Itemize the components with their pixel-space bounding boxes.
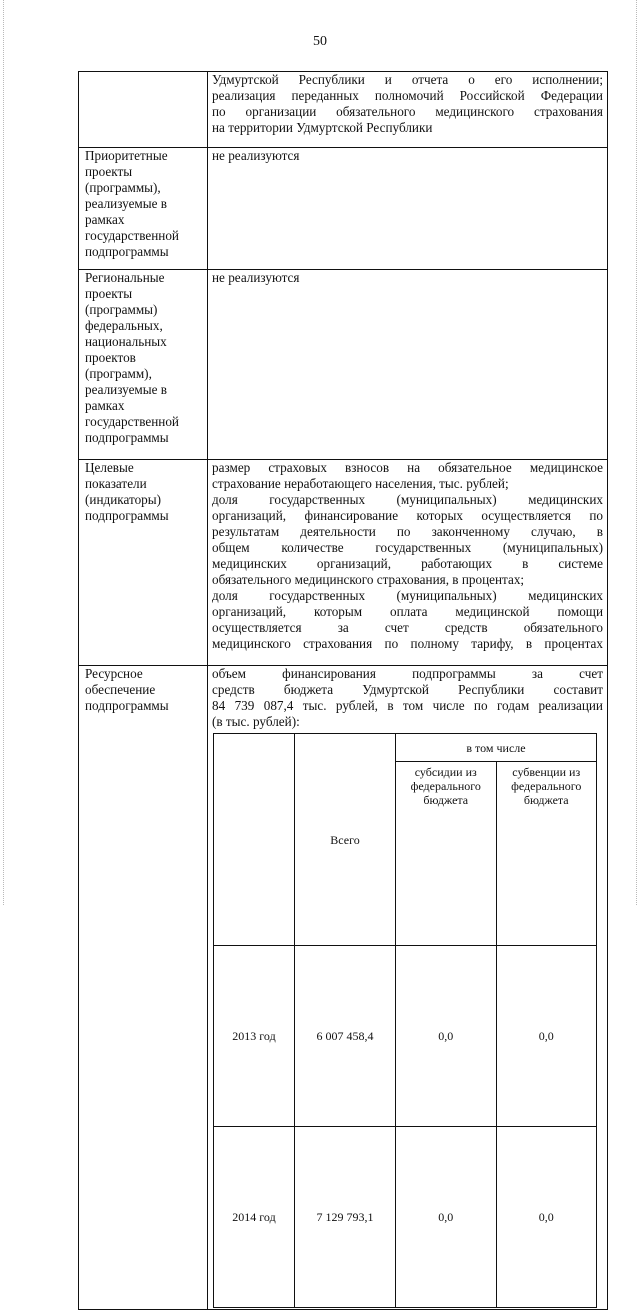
label-line: (программы),	[85, 180, 161, 195]
label-line: подпрограммы	[85, 430, 169, 445]
label-line: проектов	[85, 350, 136, 365]
label-line: подпрограммы	[85, 698, 169, 713]
label-line: рамках	[85, 212, 125, 227]
row-content	[208, 460, 608, 666]
funding-row	[214, 1127, 597, 1308]
header-subsidies: субсидии из федерального бюджета	[396, 762, 497, 946]
funding-by-year-table	[213, 733, 597, 1308]
text-line: обязательного медицинского страхования, в процентах;	[212, 572, 525, 587]
table-row	[79, 270, 608, 460]
total-cell: 6 007 458,4	[295, 946, 396, 1127]
row-label	[79, 72, 208, 148]
row-label	[79, 666, 208, 1310]
text-line: медицинских организаций, работающих в системе	[212, 556, 603, 571]
year-cell: 2013 год	[214, 946, 295, 1127]
label-line: рамках	[85, 398, 125, 413]
row-content	[208, 270, 608, 460]
text-line: по организации обязательного медицинского страхования	[212, 104, 603, 119]
header-total: Всего	[295, 734, 396, 946]
table-row	[79, 666, 608, 1310]
subventions-cell: 0,0	[496, 946, 597, 1127]
subprogram-passport-table	[78, 71, 608, 1310]
label-line: реализуемые в	[85, 196, 168, 211]
text-line: реализация переданных полномочий Российской Федерации	[212, 88, 603, 103]
text-line: доля государственных (муниципальных) медицинских	[212, 588, 603, 603]
header-including: в том числе	[396, 734, 597, 762]
label-line: подпрограммы	[85, 508, 169, 523]
right-margin-dots	[636, 0, 637, 905]
label-line: федеральных,	[85, 318, 163, 333]
subventions-cell: 0,0	[496, 1127, 597, 1308]
label-line: обеспечение	[85, 682, 156, 697]
text-line: доля государственных (муниципальных) медицинских	[212, 492, 603, 507]
text-line: 84 739 087,4 тыс. рублей, в том числе по годам реализации	[212, 698, 603, 713]
label-line: реализуемые в	[85, 382, 168, 397]
text-line: организаций, финансирование которых осуществляется по	[212, 508, 603, 523]
text-line: на территории Удмуртской Республики	[212, 120, 433, 135]
total-cell: 7 129 793,1	[295, 1127, 396, 1308]
text-line: не реализуются	[212, 270, 300, 285]
label-line: государственной	[85, 228, 179, 243]
text-line: средств бюджета Удмуртской Республики составит	[212, 682, 603, 697]
text-line: Удмуртской Республики и отчета о его исполнении;	[212, 72, 603, 87]
label-line: проекты	[85, 286, 133, 301]
label-line: (индикаторы)	[85, 492, 162, 507]
text-line: размер страховых взносов на обязательное медицинское	[212, 460, 603, 475]
table-row	[79, 148, 608, 270]
text-line: не реализуются	[212, 148, 300, 163]
subsidies-cell: 0,0	[396, 1127, 497, 1308]
label-line: подпрограммы	[85, 244, 169, 259]
left-margin-dots	[3, 0, 4, 905]
row-label	[79, 460, 208, 666]
text-line: осуществляется за счет средств обязательного	[212, 620, 603, 635]
label-line: Целевые	[85, 460, 134, 475]
page-number: 50	[313, 34, 327, 49]
year-cell: 2014 год	[214, 1127, 295, 1308]
label-line: Приоритетные	[85, 148, 168, 163]
row-label	[79, 148, 208, 270]
label-line: (программы)	[85, 302, 158, 317]
text-line: результатам деятельности по законченному случаю, в	[212, 524, 603, 539]
row-content	[208, 148, 608, 270]
row-content	[208, 72, 608, 148]
text-line: общем количестве государственных (муниципальных)	[212, 540, 603, 555]
label-line: Региональные	[85, 270, 165, 285]
label-line: (программ),	[85, 366, 152, 381]
text-line: объем финансирования подпрограммы за счет	[212, 666, 603, 681]
funding-row	[214, 946, 597, 1127]
label-line: национальных	[85, 334, 167, 349]
label-line: государственной	[85, 414, 179, 429]
subsidies-cell: 0,0	[396, 946, 497, 1127]
table-row	[79, 460, 608, 666]
label-line: Ресурсное	[85, 666, 143, 681]
label-line: показатели	[85, 476, 147, 491]
header-subventions: субвенции из федерального бюджета	[496, 762, 597, 946]
text-line: медицинского страхования по полному тарифу, в процентах	[212, 636, 603, 651]
funding-header-row	[214, 734, 597, 762]
text-line: (в тыс. рублей):	[212, 714, 300, 729]
row-content	[208, 666, 608, 1310]
text-line: организаций, которым оплата медицинской помощи	[212, 604, 603, 619]
text-line: страхование неработающего населения, тыс. рублей;	[212, 476, 509, 491]
header-empty-cell	[214, 734, 295, 946]
table-row	[79, 72, 608, 148]
label-line: проекты	[85, 164, 133, 179]
row-label	[79, 270, 208, 460]
